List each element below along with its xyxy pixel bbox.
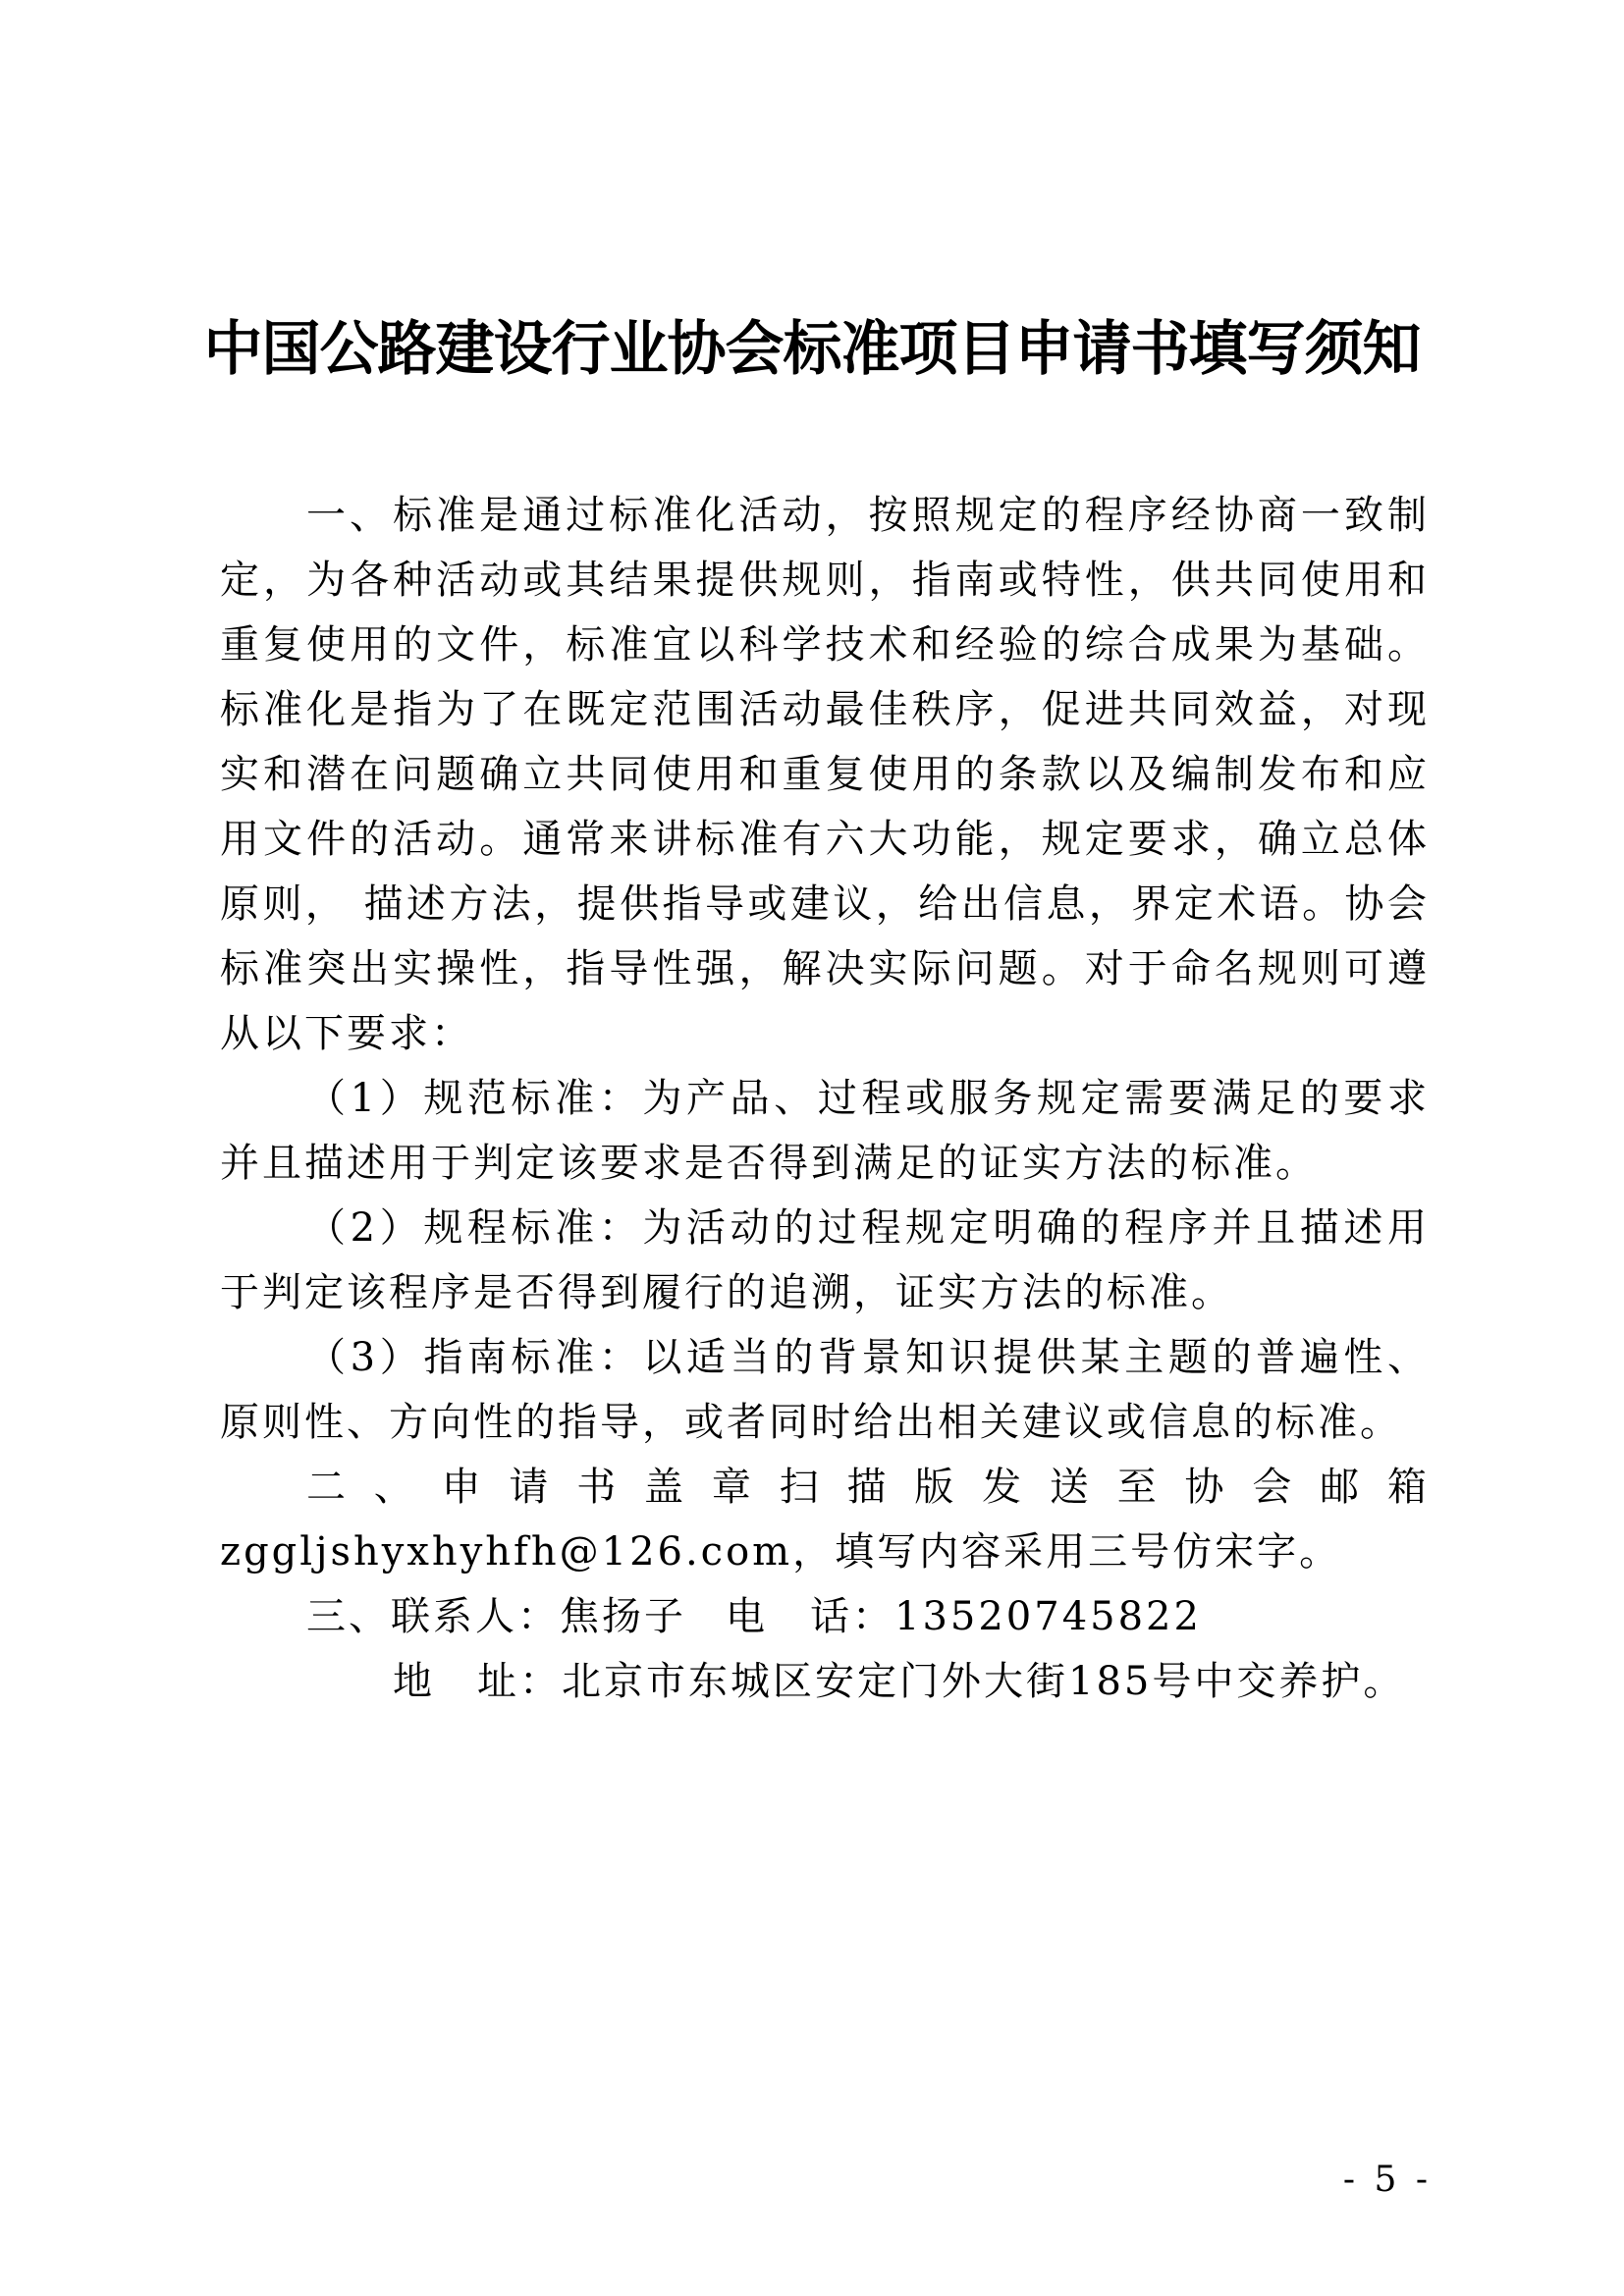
phone-number: 13520745822 bbox=[894, 1594, 1202, 1639]
page-number: - 5 - bbox=[1342, 2160, 1432, 2200]
paragraph-procedure-standard: （2）规程标准：为活动的过程规定明确的程序并且描述用于判定该程序是否得到履行的追溯，证实方法的标准。 bbox=[220, 1205, 1430, 1315]
document-body bbox=[220, 483, 1430, 1714]
paragraph-specification-standard: （1）规范标准：为产品、过程或服务规定需要满足的要求并且描述用于判定该要求是否得到满足的证实方法的标准。 bbox=[220, 1076, 1430, 1186]
contact-person: 三、联系人：焦扬子 bbox=[306, 1594, 686, 1639]
address-line bbox=[220, 1649, 1430, 1714]
address-label: 地 址： bbox=[393, 1659, 562, 1704]
contact-line bbox=[220, 1584, 1430, 1649]
address-value: 北京市东城区安定门外大街185号中交养护。 bbox=[562, 1659, 1406, 1704]
paragraph-email-instruction: 二、申请书盖章扫描版发送至协会邮箱 bbox=[306, 1465, 1430, 1510]
paragraph-email-address: zggljshyxhyhfh@126.com，填写内容采用三号仿宋字。 bbox=[220, 1529, 1342, 1575]
phone-label: 电 话： bbox=[726, 1594, 894, 1639]
paragraph-standard-definition: 一、标准是通过标准化活动，按照规定的程序经协商一致制定，为各种活动或其结果提供规则，指南或特性，供共同使用和重复使用的文件，标准宜以科学技术和经验的综合成果为基础。标准化是指为了在既定范围活动最佳秩序，促进共同效益，对现实和潜在问题确立共同使用和重复使用的条款以及编制发布和应用文件的活动。通常来讲标准有六大功能，规定要求，确立总体原则， 描述方法，提供指导或建议，给出信息，界定术语。协会标准突出实操性，指导性强，解决实际问题。对于命名规则可遵从以下要求： bbox=[220, 493, 1430, 1056]
paragraph-guide-standard: （3）指南标准：以适当的背景知识提供某主题的普遍性、原则性、方向性的指导，或者同时给出相关建议或信息的标准。 bbox=[220, 1335, 1430, 1445]
document-title: 中国公路建设行业协会标准项目申请书填写须知 bbox=[203, 315, 1421, 384]
